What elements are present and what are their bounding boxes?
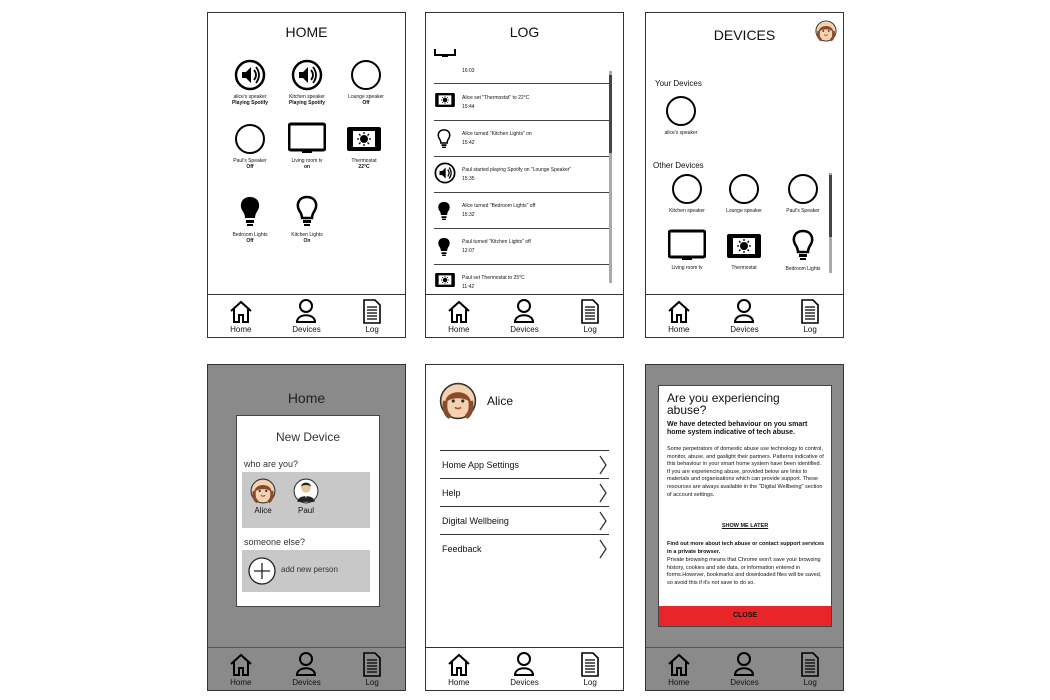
nav-home[interactable]	[434, 298, 484, 334]
bottom-nav	[426, 294, 623, 337]
find-out-more-body: Private browsing means that Chrome won't save your browsing history, cookies and site data, or information entered in forms.However, bookmarks and downloaded files will be saved, so avoid this if it's not save to do so.	[667, 557, 822, 586]
device-kitchen-lights[interactable]	[277, 193, 337, 244]
device-name: alice's speaker	[664, 130, 698, 136]
log-text: Alice turned "Kitchen Lights" on	[462, 131, 532, 137]
avatar[interactable]	[815, 20, 837, 42]
other-devices-label: Other Devices	[653, 161, 704, 170]
bottom-nav	[208, 294, 405, 337]
device-status: Off	[362, 100, 370, 106]
log-entry	[434, 228, 611, 265]
user-alice[interactable]	[248, 478, 278, 515]
device-living-room-tv[interactable]	[277, 121, 337, 170]
device-status: Off	[246, 238, 254, 244]
log-text-wrap	[462, 130, 532, 148]
person-icon	[732, 298, 756, 325]
log-text: Alice turned "Bedroom Lights" off	[462, 203, 536, 209]
log-text-wrap	[462, 202, 535, 220]
new-device-dialog	[236, 415, 380, 607]
device-name: alice's speaker	[233, 94, 267, 100]
log-entry	[434, 264, 611, 296]
log-time: 15:42	[462, 140, 475, 146]
nav-home-label: Home	[448, 325, 470, 334]
device-bedroom-lights[interactable]	[773, 227, 833, 272]
nav-log[interactable]	[565, 651, 615, 687]
nav-log-label: Log	[803, 678, 817, 687]
your-device-alices-speaker[interactable]	[651, 95, 711, 136]
log-time: 15:32	[462, 212, 475, 218]
device-lounge-speaker[interactable]	[336, 59, 396, 106]
document-icon	[360, 651, 384, 678]
nav-devices[interactable]	[499, 298, 549, 334]
document-icon	[578, 651, 602, 678]
menu-label: Help	[442, 488, 461, 498]
new-device-screen	[207, 364, 406, 691]
device-status: On	[303, 238, 311, 244]
bulb-off-icon	[291, 193, 323, 229]
home-title: HOME	[285, 24, 328, 40]
add-new-person-label: add new person	[281, 565, 338, 574]
device-status: Playing Spotify	[288, 100, 326, 106]
thermostat-icon	[434, 270, 456, 290]
nav-log-label: Log	[365, 678, 379, 687]
device-name: Thermostat	[351, 158, 377, 164]
nav-devices-label: Devices	[510, 678, 539, 687]
log-text: Paul set Thermostat to 25°C	[462, 275, 525, 281]
speaker-off-icon	[728, 173, 760, 205]
nav-log-label: Log	[583, 678, 597, 687]
log-screen	[425, 12, 624, 338]
log-entry	[434, 120, 611, 157]
user-alice-label: Alice	[254, 506, 272, 515]
plus-icon	[248, 557, 276, 585]
home-screen	[207, 12, 406, 338]
nav-home[interactable]	[216, 651, 266, 687]
bottom-nav	[646, 294, 843, 337]
person-icon	[294, 298, 318, 325]
devices-screen	[645, 12, 844, 338]
document-icon	[360, 298, 384, 325]
device-living-room-tv[interactable]	[657, 228, 717, 271]
thermostat-icon	[345, 123, 383, 155]
device-name: Kitchen Lights	[291, 232, 323, 238]
tv-icon	[288, 121, 326, 155]
close-button[interactable]: CLOSE	[659, 606, 831, 626]
device-name: Living room tv	[291, 158, 323, 164]
log-time: 16:03	[462, 68, 475, 74]
home-icon	[666, 298, 692, 325]
document-icon	[578, 298, 602, 325]
device-pauls-speaker[interactable]	[773, 173, 833, 214]
nav-devices[interactable]	[281, 298, 331, 334]
log-title: LOG	[509, 24, 540, 40]
nav-home-label: Home	[448, 678, 470, 687]
settings-screen	[425, 364, 624, 691]
nav-devices[interactable]	[719, 298, 769, 334]
person-icon	[294, 651, 318, 678]
chevron-right-icon	[597, 510, 609, 532]
person-icon	[732, 651, 756, 678]
tv-icon	[434, 49, 456, 59]
device-alices-speaker[interactable]	[220, 59, 280, 106]
log-time: 15:44	[462, 104, 475, 110]
menu-label: Feedback	[442, 544, 482, 554]
log-text-wrap	[462, 238, 531, 256]
person-icon	[512, 298, 536, 325]
speaker-off-icon	[665, 95, 697, 127]
log-entry	[434, 49, 611, 84]
device-name: Bedroom Lights	[232, 232, 268, 238]
log-text: Paul turned "Kitchen Lights" off	[462, 239, 531, 245]
background-home-title: Home	[287, 390, 326, 406]
home-icon	[228, 298, 254, 325]
find-out-more-title: Find out more about tech abuse or contact support services in a private browser.	[667, 541, 825, 555]
who-label: who are you?	[244, 459, 299, 469]
bottom-nav	[646, 647, 843, 690]
menu-feedback[interactable]	[440, 534, 609, 563]
device-name: Lounge speaker	[726, 208, 762, 214]
speaker-off-icon	[787, 173, 819, 205]
device-name: Living room tv	[671, 265, 703, 271]
person-icon	[512, 651, 536, 678]
document-icon	[798, 298, 822, 325]
abuse-title: Are you experiencing abuse?	[667, 391, 780, 417]
device-lounge-speaker[interactable]	[714, 173, 774, 214]
abuse-subtitle: We have detected behaviour on you smart home system indicative of tech abuse.	[667, 421, 808, 436]
nav-devices-label: Devices	[730, 325, 759, 334]
device-name: Paul's Speaker	[786, 208, 820, 214]
menu-label: Home App Settings	[442, 460, 520, 470]
abuse-body: Some perpetrators of domestic abuse use technology to control, monitor, abuse, and gaslight their partners. Patterns indicative of this behaviour in your smart home system have been identified. If you are experiencing abuse, provided below are links to materials and organisations which can provide support. These resources are always available in the "Digital Wellbeing" section of account settings.	[667, 446, 824, 498]
device-pauls-speaker[interactable]	[220, 123, 280, 170]
abuse-alert-screen	[645, 364, 844, 691]
log-text: Paul started playing Spotify on "Lounge Speaker"	[462, 167, 572, 173]
device-name: Kitchen speaker	[289, 94, 325, 100]
nav-log[interactable]	[785, 298, 835, 334]
nav-devices[interactable]	[499, 651, 549, 687]
bulb-on-icon	[234, 193, 266, 229]
menu-label: Digital Wellbeing	[442, 516, 509, 526]
log-time: 15:35	[462, 176, 475, 182]
home-icon	[446, 298, 472, 325]
log-text-wrap	[462, 166, 571, 184]
nav-home-label: Home	[230, 678, 252, 687]
device-thermostat[interactable]	[714, 230, 774, 271]
bottom-nav	[426, 647, 623, 690]
bulb-on-icon	[434, 234, 454, 258]
log-time: 11:42	[462, 284, 475, 290]
document-icon	[798, 651, 822, 678]
nav-devices[interactable]	[719, 651, 769, 687]
devices-scroll-thumb[interactable]	[829, 175, 832, 237]
someone-else-label: someone else?	[244, 537, 306, 547]
abuse-dialog	[658, 385, 832, 627]
device-thermostat[interactable]	[334, 123, 394, 170]
nav-home-label: Home	[668, 678, 690, 687]
device-status: on	[303, 164, 311, 170]
user-picker	[242, 472, 370, 528]
speaker-icon	[291, 59, 323, 91]
bulb-off-icon	[434, 126, 454, 150]
speaker-icon	[234, 59, 266, 91]
chevron-right-icon	[597, 538, 609, 560]
log-scroll-thumb[interactable]	[609, 75, 612, 153]
device-name: Kitchen speaker	[669, 208, 705, 214]
nav-home-label: Home	[668, 325, 690, 334]
speaker-icon	[434, 162, 456, 184]
bulb-on-icon	[434, 198, 454, 222]
nav-log[interactable]	[785, 651, 835, 687]
device-kitchen-speaker[interactable]	[277, 59, 337, 106]
device-status: Off	[246, 164, 254, 170]
device-name: Thermostat	[731, 265, 757, 271]
speaker-off-icon	[671, 173, 703, 205]
device-kitchen-speaker[interactable]	[657, 173, 717, 214]
avatar	[250, 478, 276, 504]
device-bedroom-lights[interactable]	[220, 193, 280, 244]
log-text: Alice set "Thermostat" to 22°C	[462, 95, 530, 101]
chevron-right-icon	[597, 482, 609, 504]
device-name: Paul's Speaker	[233, 158, 267, 164]
tv-icon	[668, 228, 706, 262]
devices-title: DEVICES	[713, 27, 776, 43]
bottom-nav	[208, 647, 405, 690]
log-text-wrap	[462, 274, 525, 292]
nav-devices-label: Devices	[510, 325, 539, 334]
speaker-off-icon	[350, 59, 382, 91]
nav-log[interactable]	[347, 651, 397, 687]
add-new-person-button[interactable]	[242, 550, 370, 592]
nav-log-label: Log	[803, 325, 817, 334]
avatar[interactable]	[439, 382, 477, 420]
nav-home[interactable]	[654, 651, 704, 687]
menu-digital-wellbeing[interactable]	[440, 506, 609, 535]
log-entry	[434, 84, 611, 121]
device-name: Bedroom Lights	[785, 266, 821, 272]
device-name: Lounge speaker	[348, 94, 384, 100]
nav-devices-label: Devices	[730, 678, 759, 687]
menu-help[interactable]	[440, 478, 609, 507]
device-status: Playing Spotify	[231, 100, 269, 106]
nav-home[interactable]	[654, 298, 704, 334]
your-devices-label: Your Devices	[655, 79, 702, 88]
home-icon	[666, 651, 692, 678]
nav-log-label: Log	[583, 325, 597, 334]
log-time: 12:07	[462, 248, 475, 254]
nav-log-label: Log	[365, 325, 379, 334]
bulb-off-icon	[787, 227, 819, 263]
user-paul[interactable]	[291, 478, 321, 515]
nav-home[interactable]	[434, 651, 484, 687]
dialog-title: New Device	[275, 430, 341, 444]
speaker-off-icon	[234, 123, 266, 155]
home-icon	[228, 651, 254, 678]
nav-devices-label: Devices	[292, 325, 321, 334]
chevron-right-icon	[597, 454, 609, 476]
log-text-wrap	[462, 94, 529, 112]
nav-home[interactable]	[216, 298, 266, 334]
profile-name: Alice	[487, 394, 514, 408]
nav-log[interactable]	[565, 298, 615, 334]
menu-home-app-settings[interactable]	[440, 450, 609, 479]
user-paul-label: Paul	[297, 506, 314, 515]
home-icon	[446, 651, 472, 678]
avatar	[293, 478, 319, 504]
device-status: 22°C	[358, 164, 370, 170]
thermostat-icon	[434, 90, 456, 110]
nav-devices-label: Devices	[292, 678, 321, 687]
log-entry	[434, 192, 611, 229]
nav-devices[interactable]	[281, 651, 331, 687]
thermostat-icon	[725, 230, 763, 262]
nav-log[interactable]	[347, 298, 397, 334]
log-entry	[434, 156, 611, 193]
show-me-later-link[interactable]: SHOW ME LATER	[721, 523, 769, 529]
nav-home-label: Home	[230, 325, 252, 334]
